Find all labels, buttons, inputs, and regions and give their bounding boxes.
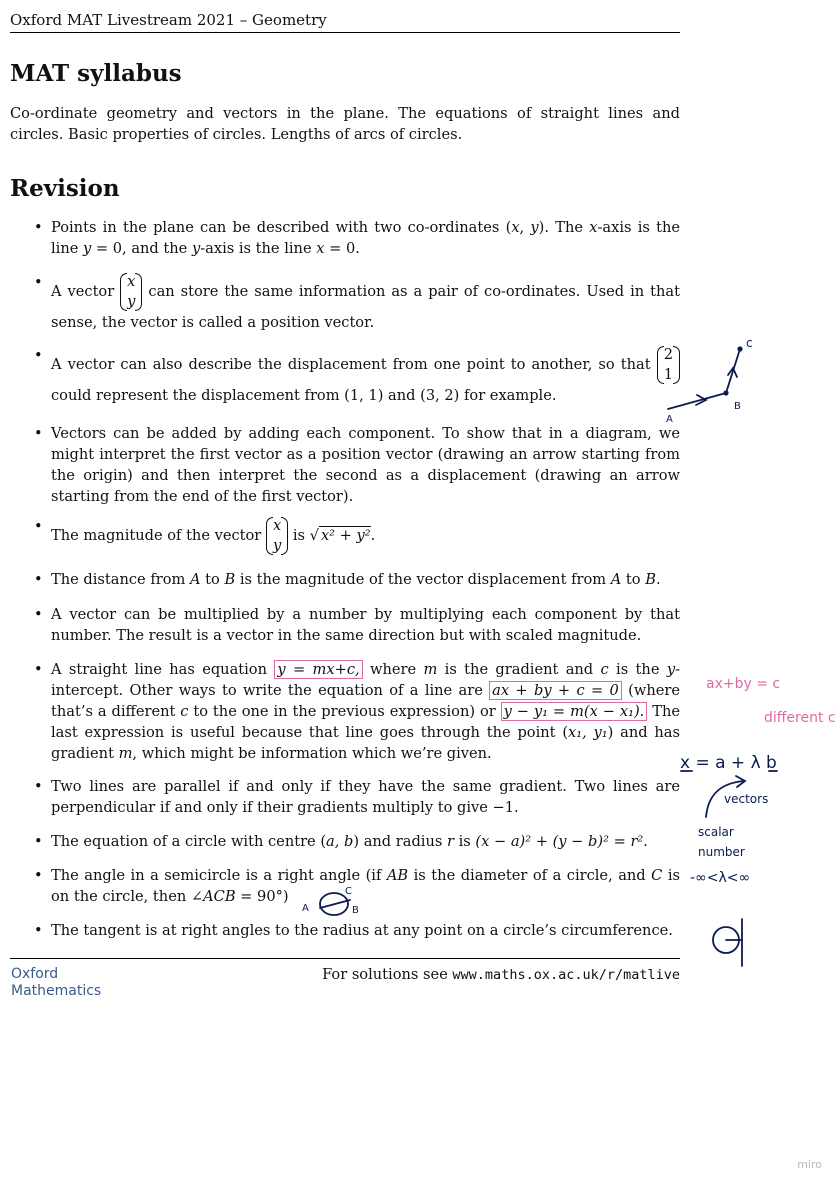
syllabus-text: Co-ordinate geometry and vectors in the plane. The equations of straight lines and circles. Basic properties of circles. Lengths of arcs of circles. (10, 105, 680, 143)
note-vectors: vectors (724, 792, 769, 806)
label-b: B (734, 401, 741, 412)
label-c: c (746, 336, 753, 350)
sketch-vector-bc (726, 349, 740, 393)
bullet-vector-addition: • Vectors can be added by adding each component. To show that in a diagram, we might interpret the first vector as a position vector (drawing an arrow starting from the origin) and then interpret the second as a displacement (drawing an arrow starting from the end of the first vector). (51, 423, 680, 507)
bullet-distance: • The distance from A to B is the magnitude of the vector displacement from A to B. (51, 569, 680, 590)
note-ax-by-c: ax+by = c (706, 676, 781, 692)
column-vector-magnitude: x y (266, 516, 288, 556)
sketch-arrow-tip (736, 776, 745, 787)
bullet-displacement: • A vector can also describe the displacement from one point to another, so that 2 1 could represent the displacement from (1, 1) and (3, 2) for example. (51, 345, 680, 406)
note-number: number (698, 845, 745, 859)
solutions-note: For solutions see www.maths.ox.ac.uk/r/matlive (322, 966, 680, 983)
bullet-coordinates: • Points in the plane can be described with two co-ordinates (x, y). The x-axis is the line y = 0, and the y-axis is the line x = 0. (51, 217, 680, 259)
bullet-scalar-multiplication: • A vector can be multiplied by a number by multiplying each component by that number. The result is a vector in the same direction but with scaled magnitude. (51, 604, 680, 646)
note-different-c: different c (764, 710, 836, 726)
bullet-circle-equation: • The equation of a circle with centre (a, b) and radius r is (x − a)² + (y − b)² = r². (51, 831, 680, 852)
highlight-ax-by-c: ax + by + c = 0 (489, 681, 622, 700)
footer-rule (10, 958, 680, 959)
page-header: Oxford MAT Livestream 2021 – Geometry (10, 11, 680, 33)
bullet-position-vector: • A vector x y can store the same information as a pair of co-ordinates. Used in that sense, the vector is called a position vector. (51, 272, 680, 333)
bullet-semicircle: • The angle in a semicircle is a right angle (if AB is the diameter of a circle, and C is on the circle, then ∠ACB = 90°) (51, 865, 680, 907)
column-vector-xy: x y (120, 272, 142, 312)
bullet-tangent: • The tangent is at right angles to the radius at any point on a circle’s circumference. (51, 920, 680, 941)
sketch-arrowhead-bc (728, 368, 737, 377)
circle-label-a: A (302, 903, 309, 914)
column-vector-21: 2 1 (657, 345, 680, 385)
circle-label-c: C (345, 886, 352, 897)
bullet-magnitude: • The magnitude of the vector x y is √ x² + y². (51, 516, 680, 556)
solutions-link[interactable]: www.maths.ox.ac.uk/r/matlive (452, 967, 680, 983)
note-range: -∞<λ<∞ (690, 870, 751, 886)
sketch-points (723, 346, 742, 395)
sketch-arrowhead-ab (696, 395, 706, 405)
circle-label-b: B (352, 905, 359, 916)
bullet-parallel-perpendicular: • Two lines are parallel if and only if they have the same gradient. Two lines are perpendicular if and only if their gradients multiply to give −1. (51, 776, 680, 818)
syllabus-heading: MAT syllabus (10, 60, 182, 87)
revision-heading: Revision (10, 175, 120, 202)
note-vector-equation: x = a + λ b (680, 753, 777, 773)
sketch-curved-arrow (706, 781, 744, 817)
sketch-tangent-circle (713, 927, 739, 953)
miro-watermark: miro (797, 1158, 822, 1171)
highlight-y-mx-c: y = mx+c, (274, 660, 362, 679)
label-a: A (666, 414, 673, 425)
highlight-point-gradient: y − y₁ = m(x − x₁). (501, 702, 648, 721)
note-scalar: scalar (698, 825, 734, 839)
bullet-straight-line: • A straight line has equation y = mx+c, where m is the gradient and c is the y-intercept. Other ways to write the equation of a line are ax + by + c = 0 (where that’s a different c to the one in the previous expression) or y − y₁ = m(x − x₁). The last expression is useful because that line goes through the point (x₁, y₁) and has gradient m, which might be information which we’re given. (51, 659, 680, 764)
oxford-mathematics-logo: Oxford Mathematics (11, 966, 102, 999)
